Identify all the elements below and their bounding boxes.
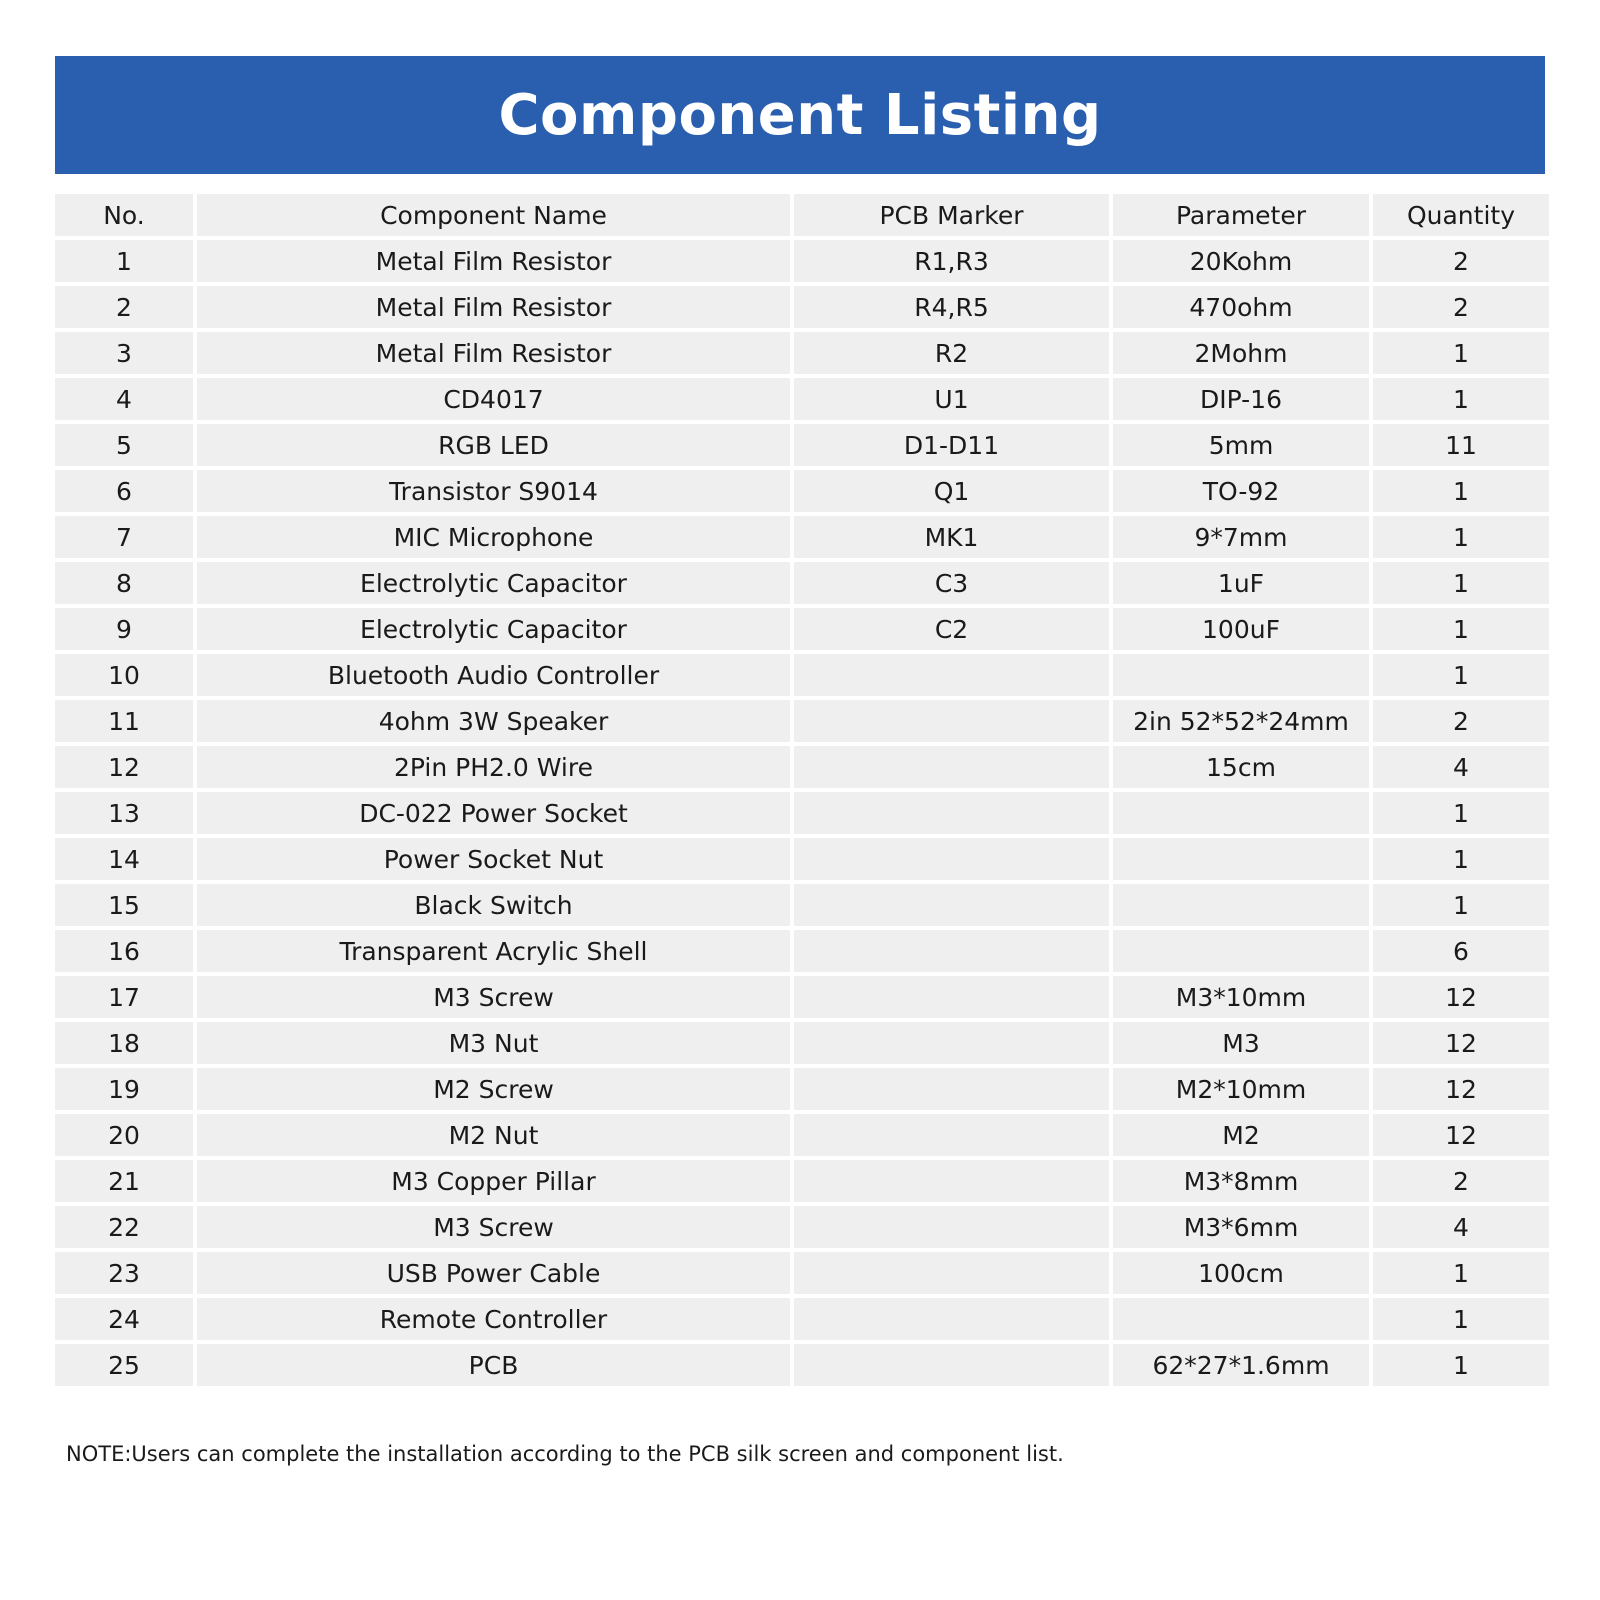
cell-parameter	[1113, 654, 1369, 696]
cell-no: 18	[55, 1022, 193, 1064]
cell-quantity: 2	[1373, 700, 1549, 742]
cell-component-name: DC-022 Power Socket	[197, 792, 790, 834]
cell-component-name: RGB LED	[197, 424, 790, 466]
cell-no: 11	[55, 700, 193, 742]
cell-quantity: 4	[1373, 1206, 1549, 1248]
cell-quantity: 2	[1373, 286, 1549, 328]
cell-parameter: M3*8mm	[1113, 1160, 1369, 1202]
cell-quantity: 1	[1373, 470, 1549, 512]
cell-quantity: 1	[1373, 562, 1549, 604]
cell-component-name: PCB	[197, 1344, 790, 1386]
table-row	[55, 792, 1545, 834]
cell-component-name: Electrolytic Capacitor	[197, 608, 790, 650]
cell-quantity: 1	[1373, 1252, 1549, 1294]
table-row	[55, 1298, 1545, 1340]
cell-parameter: DIP-16	[1113, 378, 1369, 420]
cell-quantity: 6	[1373, 930, 1549, 972]
table-row	[55, 1206, 1545, 1248]
cell-component-name: M3 Copper Pillar	[197, 1160, 790, 1202]
cell-component-name: Transparent Acrylic Shell	[197, 930, 790, 972]
cell-no: 22	[55, 1206, 193, 1248]
cell-quantity: 2	[1373, 1160, 1549, 1202]
cell-parameter: 470ohm	[1113, 286, 1369, 328]
cell-parameter: 2in 52*52*24mm	[1113, 700, 1369, 742]
cell-quantity: 2	[1373, 240, 1549, 282]
cell-quantity: 11	[1373, 424, 1549, 466]
table-row	[55, 1114, 1545, 1156]
cell-pcb-marker	[794, 1344, 1109, 1386]
cell-parameter: M2	[1113, 1114, 1369, 1156]
cell-parameter: TO-92	[1113, 470, 1369, 512]
cell-component-name: Black Switch	[197, 884, 790, 926]
cell-quantity: 12	[1373, 976, 1549, 1018]
cell-component-name: Electrolytic Capacitor	[197, 562, 790, 604]
cell-pcb-marker	[794, 1252, 1109, 1294]
cell-no: 23	[55, 1252, 193, 1294]
table-row	[55, 608, 1545, 650]
cell-pcb-marker: D1-D11	[794, 424, 1109, 466]
table-row	[55, 516, 1545, 558]
cell-no: 4	[55, 378, 193, 420]
cell-pcb-marker: R4,R5	[794, 286, 1109, 328]
table-body	[55, 240, 1545, 1386]
cell-pcb-marker: MK1	[794, 516, 1109, 558]
table-row	[55, 700, 1545, 742]
cell-quantity: 1	[1373, 838, 1549, 880]
table-row	[55, 746, 1545, 788]
cell-quantity: 12	[1373, 1022, 1549, 1064]
cell-component-name: M3 Screw	[197, 1206, 790, 1248]
cell-component-name: Bluetooth Audio Controller	[197, 654, 790, 696]
component-table	[55, 194, 1545, 1390]
cell-parameter: 1uF	[1113, 562, 1369, 604]
cell-no: 7	[55, 516, 193, 558]
cell-component-name: M2 Nut	[197, 1114, 790, 1156]
table-row	[55, 240, 1545, 282]
cell-component-name: M3 Screw	[197, 976, 790, 1018]
cell-no: 6	[55, 470, 193, 512]
cell-quantity: 1	[1373, 608, 1549, 650]
table-row	[55, 1068, 1545, 1110]
cell-quantity: 1	[1373, 1344, 1549, 1386]
cell-parameter: M3*6mm	[1113, 1206, 1369, 1248]
table-row	[55, 562, 1545, 604]
installation-note: NOTE:Users can complete the installation according to the PCB silk screen and component list.	[66, 1442, 1064, 1466]
cell-component-name: Metal Film Resistor	[197, 286, 790, 328]
cell-parameter: M3*10mm	[1113, 976, 1369, 1018]
cell-pcb-marker	[794, 792, 1109, 834]
cell-pcb-marker: C3	[794, 562, 1109, 604]
cell-quantity: 1	[1373, 516, 1549, 558]
cell-no: 13	[55, 792, 193, 834]
table-header-row	[55, 194, 1545, 236]
cell-pcb-marker: Q1	[794, 470, 1109, 512]
cell-pcb-marker: R2	[794, 332, 1109, 374]
title-banner	[55, 56, 1545, 174]
cell-parameter: M2*10mm	[1113, 1068, 1369, 1110]
cell-no: 8	[55, 562, 193, 604]
table-row	[55, 378, 1545, 420]
cell-component-name: USB Power Cable	[197, 1252, 790, 1294]
cell-parameter	[1113, 884, 1369, 926]
cell-no: 16	[55, 930, 193, 972]
table-row	[55, 1022, 1545, 1064]
table-row	[55, 424, 1545, 466]
cell-parameter: 9*7mm	[1113, 516, 1369, 558]
cell-quantity: 1	[1373, 332, 1549, 374]
cell-component-name: Power Socket Nut	[197, 838, 790, 880]
cell-no: 3	[55, 332, 193, 374]
cell-component-name: M3 Nut	[197, 1022, 790, 1064]
cell-no: 14	[55, 838, 193, 880]
cell-pcb-marker	[794, 1298, 1109, 1340]
cell-parameter	[1113, 930, 1369, 972]
cell-parameter	[1113, 838, 1369, 880]
cell-no: 21	[55, 1160, 193, 1202]
cell-no: 17	[55, 976, 193, 1018]
cell-component-name: Metal Film Resistor	[197, 332, 790, 374]
cell-pcb-marker	[794, 700, 1109, 742]
cell-quantity: 1	[1373, 884, 1549, 926]
cell-no: 2	[55, 286, 193, 328]
table-row	[55, 286, 1545, 328]
header-component-name: Component Name	[197, 194, 790, 236]
cell-no: 5	[55, 424, 193, 466]
cell-pcb-marker: C2	[794, 608, 1109, 650]
cell-component-name: 2Pin PH2.0 Wire	[197, 746, 790, 788]
table-row	[55, 654, 1545, 696]
cell-no: 25	[55, 1344, 193, 1386]
page-title: Component Listing	[498, 82, 1102, 148]
cell-no: 15	[55, 884, 193, 926]
table-row	[55, 1160, 1545, 1202]
cell-component-name: Remote Controller	[197, 1298, 790, 1340]
cell-pcb-marker	[794, 930, 1109, 972]
cell-parameter: 20Kohm	[1113, 240, 1369, 282]
cell-no: 20	[55, 1114, 193, 1156]
cell-pcb-marker	[794, 746, 1109, 788]
cell-component-name: Metal Film Resistor	[197, 240, 790, 282]
cell-pcb-marker	[794, 654, 1109, 696]
cell-quantity: 12	[1373, 1114, 1549, 1156]
cell-component-name: M2 Screw	[197, 1068, 790, 1110]
cell-pcb-marker	[794, 1114, 1109, 1156]
table-row	[55, 1344, 1545, 1386]
cell-no: 12	[55, 746, 193, 788]
cell-component-name: CD4017	[197, 378, 790, 420]
cell-parameter: 5mm	[1113, 424, 1369, 466]
cell-parameter	[1113, 792, 1369, 834]
table-row	[55, 976, 1545, 1018]
cell-quantity: 1	[1373, 792, 1549, 834]
cell-pcb-marker	[794, 1022, 1109, 1064]
cell-quantity: 1	[1373, 654, 1549, 696]
cell-parameter: M3	[1113, 1022, 1369, 1064]
table-row	[55, 332, 1545, 374]
cell-component-name: Transistor S9014	[197, 470, 790, 512]
cell-component-name: 4ohm 3W Speaker	[197, 700, 790, 742]
cell-component-name: MIC Microphone	[197, 516, 790, 558]
cell-pcb-marker	[794, 1068, 1109, 1110]
cell-pcb-marker	[794, 976, 1109, 1018]
cell-pcb-marker: R1,R3	[794, 240, 1109, 282]
cell-no: 9	[55, 608, 193, 650]
header-parameter: Parameter	[1113, 194, 1369, 236]
cell-pcb-marker: U1	[794, 378, 1109, 420]
cell-parameter: 100uF	[1113, 608, 1369, 650]
cell-parameter	[1113, 1298, 1369, 1340]
cell-pcb-marker	[794, 1160, 1109, 1202]
cell-parameter: 62*27*1.6mm	[1113, 1344, 1369, 1386]
header-pcb-marker: PCB Marker	[794, 194, 1109, 236]
table-row	[55, 470, 1545, 512]
cell-quantity: 4	[1373, 746, 1549, 788]
cell-no: 1	[55, 240, 193, 282]
cell-no: 10	[55, 654, 193, 696]
table-row	[55, 1252, 1545, 1294]
table-row	[55, 884, 1545, 926]
cell-no: 19	[55, 1068, 193, 1110]
cell-parameter: 2Mohm	[1113, 332, 1369, 374]
cell-quantity: 12	[1373, 1068, 1549, 1110]
cell-parameter: 100cm	[1113, 1252, 1369, 1294]
table-row	[55, 838, 1545, 880]
cell-pcb-marker	[794, 1206, 1109, 1248]
header-no: No.	[55, 194, 193, 236]
cell-parameter: 15cm	[1113, 746, 1369, 788]
cell-pcb-marker	[794, 884, 1109, 926]
cell-no: 24	[55, 1298, 193, 1340]
table-row	[55, 930, 1545, 972]
cell-quantity: 1	[1373, 378, 1549, 420]
header-quantity: Quantity	[1373, 194, 1549, 236]
cell-quantity: 1	[1373, 1298, 1549, 1340]
cell-pcb-marker	[794, 838, 1109, 880]
